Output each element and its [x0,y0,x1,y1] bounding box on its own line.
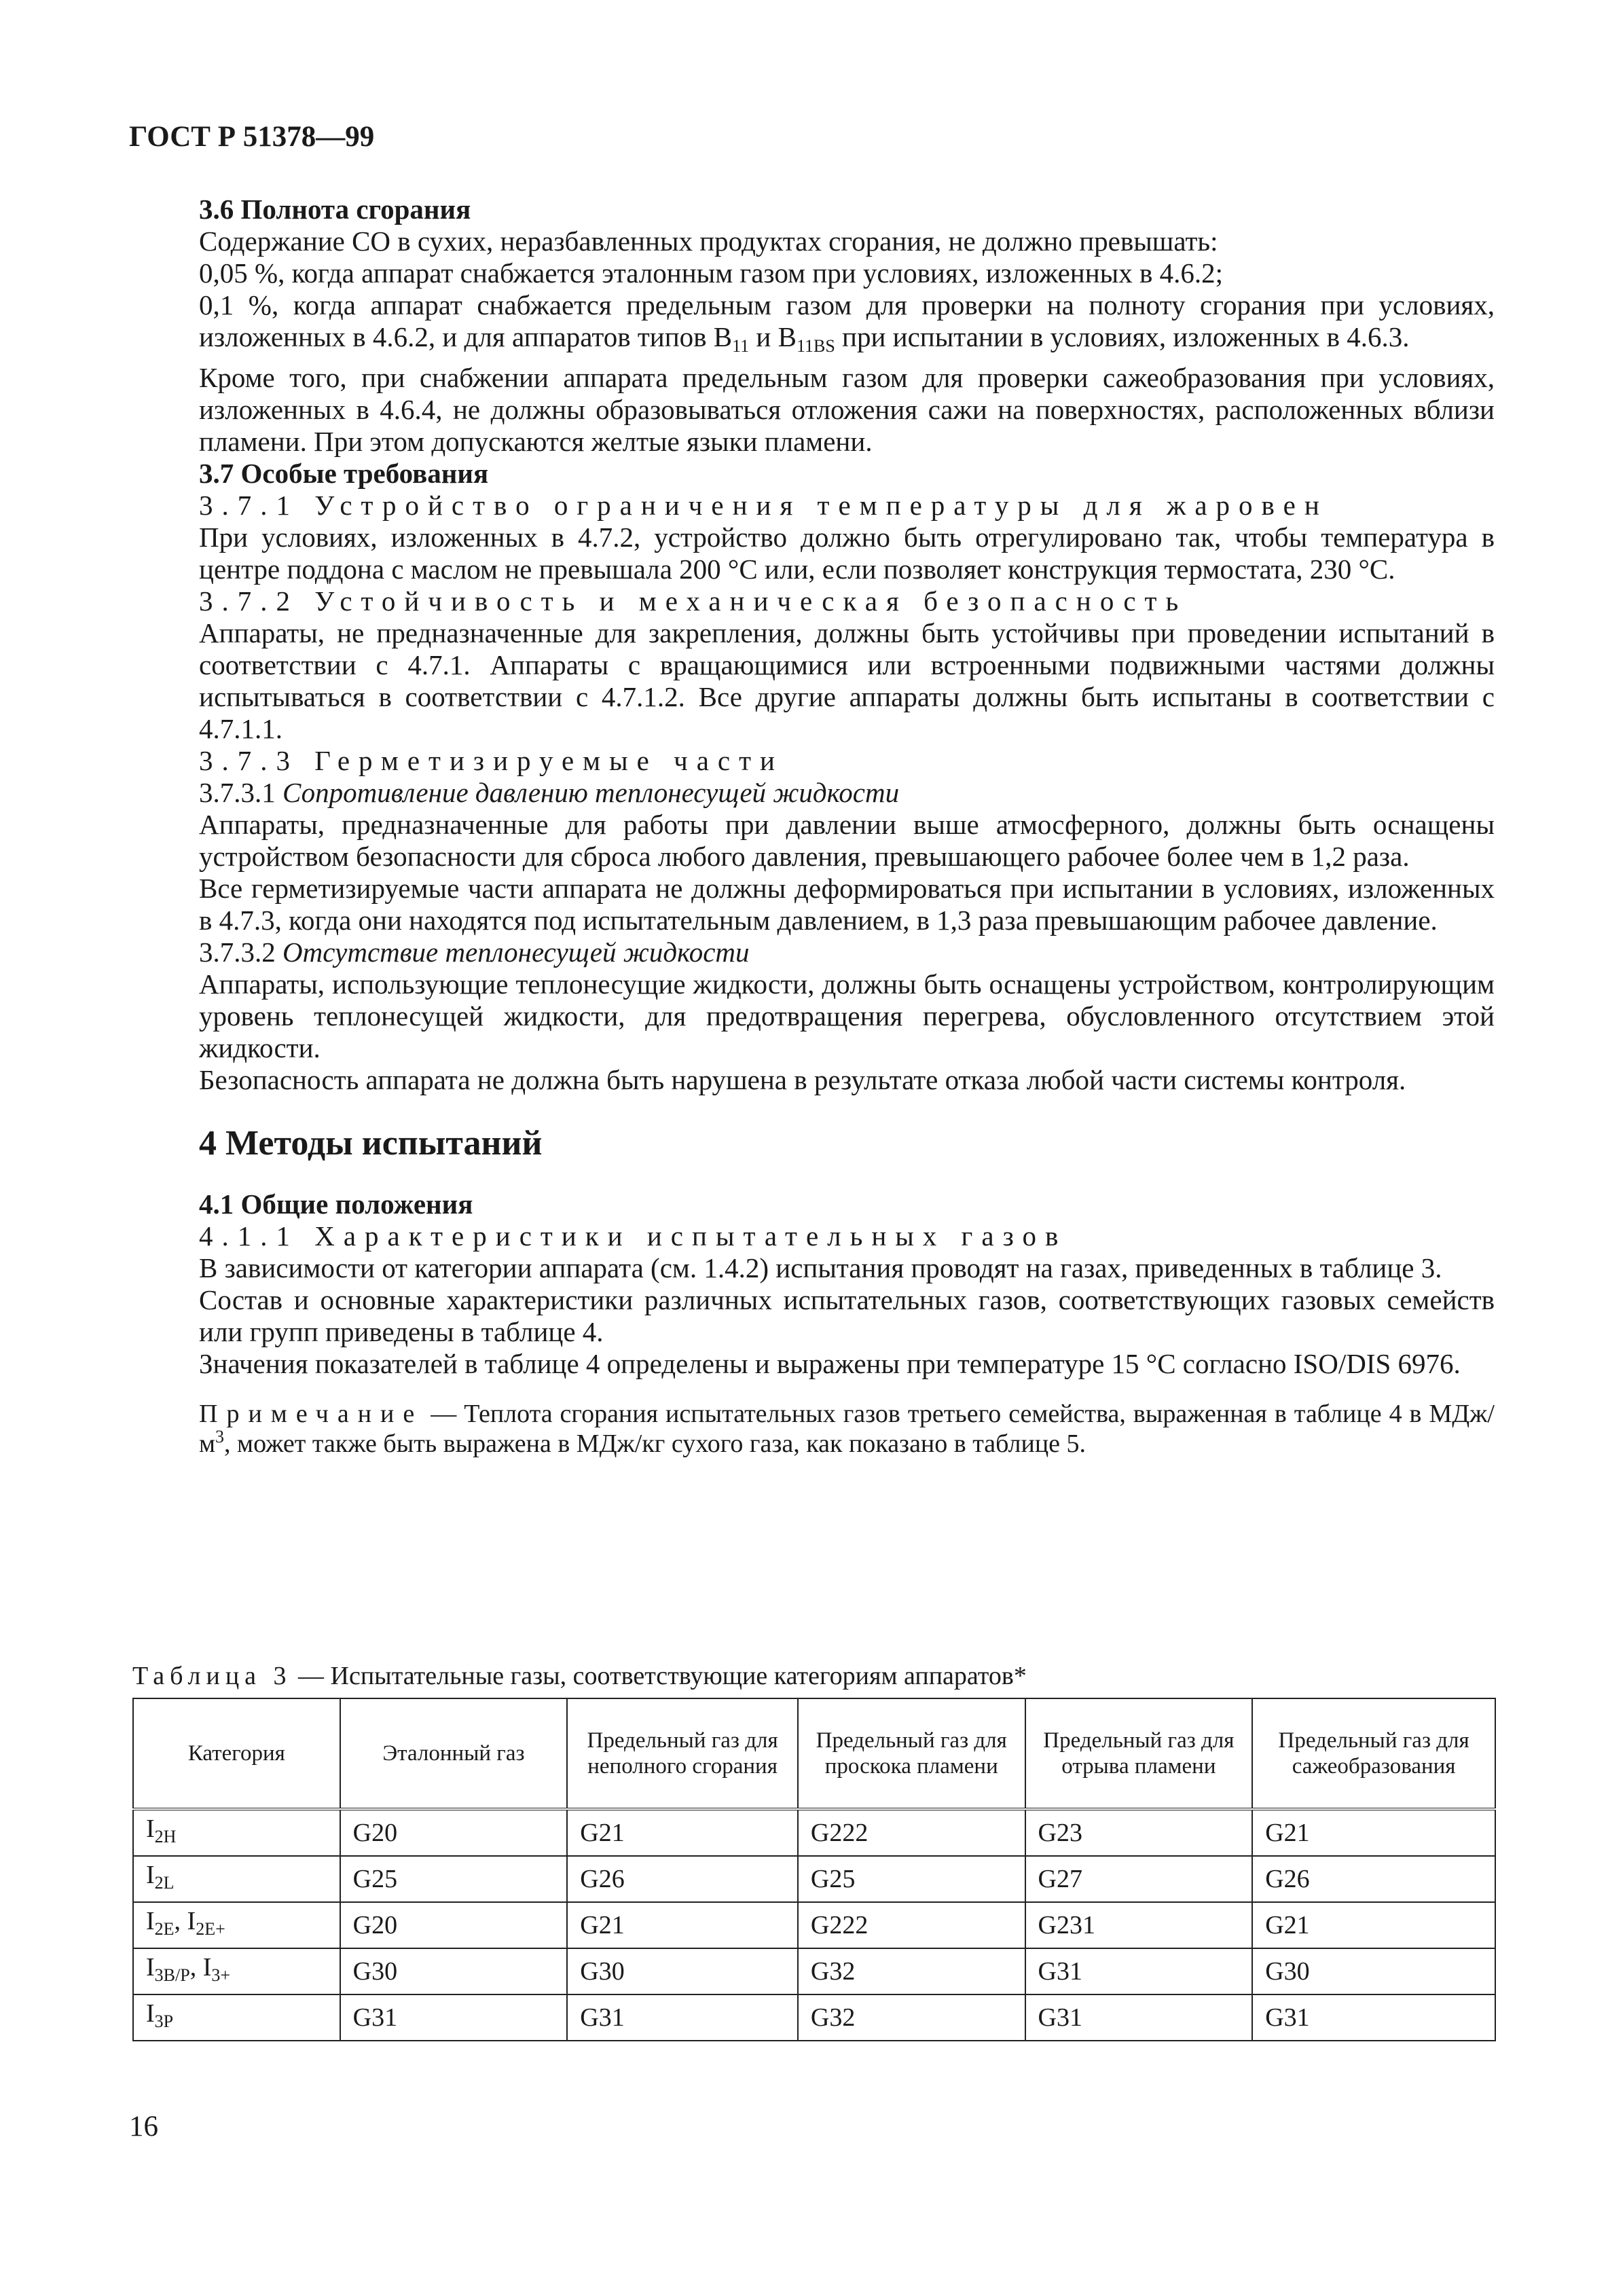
table-cell: G25 [340,1856,568,1902]
paragraph: Аппараты, предназначенные для работы при давлении выше атмосферного, должны быть оснащены устройством безопасности для сброса любого давления, превышающего рабочее более чем в 1,2 раза. [199,809,1495,872]
table-row [133,1994,1495,2041]
category-cell: $I_{2H}$ [133,1809,340,1856]
paragraph: Значения показателей в таблице 4 определены и выражены при температуре 15 °С согласно ISO/DIS 6976. [199,1348,1461,1379]
note: Примечание — Теплота сгорания испытательных газов третьего семейства, выраженная в таблице 4 в МДж/$м^3$, может также быть выражена в МДж/кг сухого газа, как показано в таблице 5. [199,1400,1495,1458]
table-cell: G222 [798,1809,1025,1856]
table-cell: G31 [1252,1994,1495,2041]
paragraph: Состав и основные характеристики различных испытательных газов, соответствующих газовых семейств или групп приведены в таблице 4. [199,1284,1495,1347]
table-cell: G27 [1025,1856,1253,1902]
subsection-heading: 4.1.1 Характеристики испытательных газов [199,1220,1067,1252]
paragraph: 0,05 %, когда аппарат снабжается эталонным газом при условиях, изложенных в 4.6.2; [199,257,1223,289]
page-number: 16 [129,2111,158,2143]
table-cell: G231 [1025,1902,1253,1948]
paragraph: Аппараты, не предназначенные для закрепления, должны быть устойчивы при проведении испытаний в соответствии с 4.7.1. Аппараты с вращающимися или встроенными подвижными частями должны испытываться в соответствии с 4.7.1.2. Все другие аппараты должны быть испытаны в соответствии с 4.7.1.1. [199,617,1495,744]
column-header: Предельный газ для проскока пламени [798,1698,1025,1809]
category-cell: $I_{2L}$ [133,1856,340,1902]
table-row [133,1856,1495,1902]
section-3-6-title: 3.6 Полнота сгорания [199,194,471,225]
section-4-1-title: 4.1 Общие положения [199,1188,473,1220]
column-header: Категория [133,1698,340,1809]
paragraph: При условиях, изложенных в 4.7.2, устройство должно быть отрегулировано так, чтобы температура в центре поддона с маслом не превышала 200 °С или, если позволяет конструкция термостата, 230 °С. [199,522,1495,585]
table-cell: G31 [567,1994,798,2041]
table-row [133,1809,1495,1856]
table-cell: G26 [1252,1856,1495,1902]
subsubsection-heading: 3.7.3.2 Отсутствие теплонесущей жидкости [199,936,750,968]
column-header: Предельный газ для сажеобразования [1252,1698,1495,1809]
table-cell: G20 [340,1902,568,1948]
table-cell: G25 [798,1856,1025,1902]
table-cell: G31 [1025,1948,1253,1994]
test-gas-table [132,1698,1496,2041]
section-3-7-title: 3.7 Особые требования [199,458,489,489]
table-cell: G31 [340,1994,568,2041]
table-cell: G21 [1252,1809,1495,1856]
category-cell: $I_{3B/P}$, $I_{3+}$ [133,1948,340,1994]
column-header: Предельный газ для неполного сгорания [567,1698,798,1809]
table-cell: G21 [567,1809,798,1856]
table-cell: G30 [567,1948,798,1994]
paragraph: Содержание СО в сухих, неразбавленных продуктах сгорания, не должно превышать: [199,225,1218,257]
category-cell: $I_{2E}$, $I_{2E+}$ [133,1902,340,1948]
table-caption: Таблица 3 — Испытательные газы, соответствующие категориям аппаратов* [132,1662,1027,1690]
subsubsection-heading: 3.7.3.1 Сопротивление давлению теплонесущей жидкости [199,777,900,808]
paragraph: Все герметизируемые части аппарата не должны деформироваться при испытании в условиях, изложенных в 4.7.3, когда они находятся под испытательным давлением, в 1,3 раза превышающим рабочее давление. [199,873,1495,936]
paragraph: В зависимости от категории аппарата (см. 1.4.2) испытания проводят на газах, приведенных в таблице 3. [199,1252,1442,1283]
table-cell: G23 [1025,1809,1253,1856]
table-cell: G21 [1252,1902,1495,1948]
table-cell: G30 [340,1948,568,1994]
table-cell: G32 [798,1994,1025,2041]
subsection-heading: 3.7.2 Устойчивость и механическая безопасность [199,585,1188,617]
paragraph: Кроме того, при снабжении аппарата предельным газом для проверки сажеобразования при условиях, изложенных в 4.6.4, не должны образовываться отложения сажи на поверхностях, расположенных вблизи пламени. При этом допускаются желтые языки пламени. [199,362,1495,457]
section-4-title: 4 Методы испытаний [199,1124,543,1163]
column-header: Эталонный газ [340,1698,568,1809]
table-row [133,1948,1495,1994]
page-header: ГОСТ Р 51378—99 [129,121,375,153]
main-text [199,194,1495,1459]
table-cell: G222 [798,1902,1025,1948]
paragraph: Безопасность аппарата не должна быть нарушена в результате отказа любой части системы контроля. [199,1064,1406,1095]
table-cell: G32 [798,1948,1025,1994]
table-header-row [133,1698,1495,1809]
paragraph: 0,1 %, когда аппарат снабжается предельным газом для проверки на полноту сгорания при условиях, изложенных в 4.6.2, и для аппаратов типов $B_{11}$ и $B_{11BS}$ при испытании в условиях, изложенных в 4.6.3. [199,289,1495,356]
table-cell: G20 [340,1809,568,1856]
subsection-heading: 3.7.1 Устройство ограничения температуры для жаровен [199,490,1328,521]
column-header: Предельный газ для отрыва пламени [1025,1698,1253,1809]
paragraph: Аппараты, использующие теплонесущие жидкости, должны быть оснащены устройством, контролирующим уровень теплонесущей жидкости, для предотвращения перегрева, обусловленного отсутствием этой жидкости. [199,968,1495,1063]
table-row [133,1902,1495,1948]
table-cell: G31 [1025,1994,1253,2041]
table-cell: G21 [567,1902,798,1948]
table-cell: G30 [1252,1948,1495,1994]
subsection-heading: 3.7.3 Герметизируемые части [199,745,784,776]
table-cell: G26 [567,1856,798,1902]
category-cell: $I_{3P}$ [133,1994,340,2041]
